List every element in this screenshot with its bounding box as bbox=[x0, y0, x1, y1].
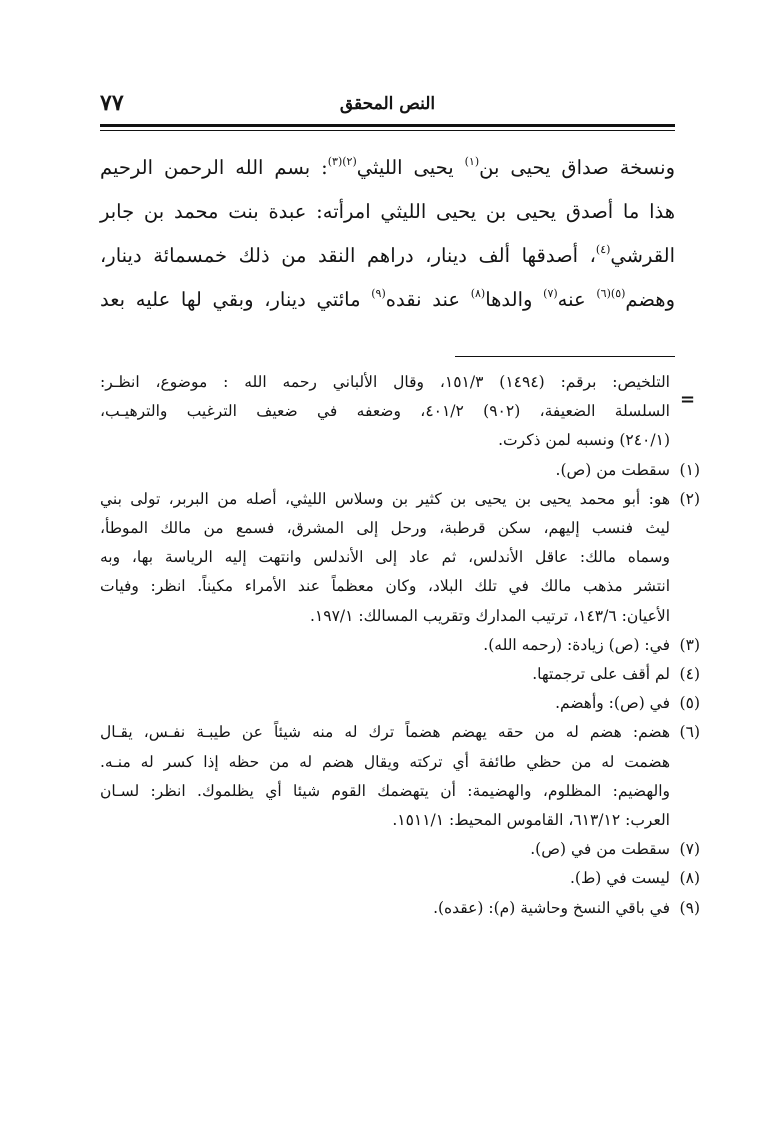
footnote-body bbox=[100, 689, 670, 718]
footnote bbox=[100, 485, 700, 631]
footnote bbox=[100, 864, 700, 893]
footnote-line: في (ص): وأهضم. bbox=[555, 694, 670, 713]
footnote-number: (٩) bbox=[679, 898, 700, 917]
footnote-number: (١) bbox=[679, 460, 700, 479]
footnote-line: وسماه مالك: عاقل الأندلس، ثم عاد إلى الأندلس وانتهت إليه الرياسة بها، وبه bbox=[100, 548, 670, 567]
footnote bbox=[100, 718, 700, 835]
footnote bbox=[100, 894, 700, 923]
footnote-separator bbox=[455, 356, 675, 357]
footnote-number: (٦) bbox=[679, 723, 700, 742]
footnote-number: (٥) bbox=[679, 694, 700, 713]
header-rule-thin bbox=[100, 130, 675, 131]
footnote-number: (٤) bbox=[679, 665, 700, 684]
footnote-line: الأعيان: ١٤٣/٦، ترتيب المدارك وتقريب المسالك: ١٩٧/١. bbox=[309, 606, 670, 625]
footnote-number bbox=[670, 368, 700, 456]
footnote bbox=[100, 835, 700, 864]
footnote-line: التلخيص: برقم: (١٤٩٤) ١٥١/٣، وقال الألباني رحمه الله : موضوع، انظـر: bbox=[100, 373, 670, 391]
footnotes bbox=[100, 368, 700, 923]
footnote bbox=[100, 631, 700, 660]
footnote-line: في باقي النسخ وحاشية (م): (عقده). bbox=[433, 898, 670, 917]
footnote-line: سقطت من (ص). bbox=[555, 460, 670, 479]
footnote-line: ليست في (ط). bbox=[570, 869, 670, 888]
footnote-body bbox=[100, 894, 670, 923]
continuation-mark: = bbox=[680, 389, 696, 410]
footnote-body bbox=[100, 368, 670, 456]
main-text-line: هذا ما أصدق يحيى بن يحيى الليثي امرأته: عبدة بنت محمد بن جابر bbox=[100, 200, 675, 223]
main-text-line: وهضم$^{(٥)(٦)}$ عنه$^{(٧)}$ والدها$^{(٨)}$ عند نقده$^{(٩)}$ مائتي دينار، وبقي لها عليه بعد bbox=[100, 287, 675, 311]
footnote-body bbox=[100, 718, 670, 835]
footnote-line: لم أقف على ترجمتها. bbox=[532, 665, 670, 684]
footnote-number: (٢) bbox=[679, 489, 700, 508]
footnote-number: (٣) bbox=[679, 635, 700, 654]
running-header bbox=[100, 88, 675, 122]
footnote-line: سقطت من في (ص). bbox=[530, 840, 670, 859]
page-number: ٧٧ bbox=[100, 90, 124, 116]
footnote-body bbox=[100, 631, 670, 660]
main-text-line: ونسخة صداق يحيى بن$^{(١)}$ يحيى الليثي$^{(٢)(٣)}$: بسم الله الرحمن الرحيم bbox=[100, 155, 675, 179]
footnote-line: السلسلة الضعيفة، (٩٠٢) ٤٠١/٢، وضعفه في ضعيف الترغيب والترهيـب، bbox=[100, 402, 670, 421]
footnote bbox=[100, 689, 700, 718]
footnote-line: في: (ص) زيادة: (رحمه الله). bbox=[483, 635, 670, 654]
footnote-number: (٨) bbox=[679, 869, 700, 888]
footnote-line: (٢٤٠/١) ونسبه لمن ذكرت. bbox=[498, 431, 670, 450]
footnote-body bbox=[100, 456, 670, 485]
footnote-line: هو: أبو محمد يحيى بن يحيى بن كثير بن وسلاس الليثي، أصله من البربر، تولى بني bbox=[100, 489, 670, 508]
footnote-line: العرب: ٦١٣/١٢، القاموس المحيط: ١٥١١/١. bbox=[392, 811, 670, 830]
footnote-number: (٧) bbox=[679, 840, 700, 859]
footnote-line: ليث فنسب إليهم، سكن قرطبة، ورحل إلى المشرق، فسمع من مالك الموطأ، bbox=[100, 519, 670, 538]
footnote-line: والهضيم: المظلوم، والهضيمة: أن يتهضمك القوم شيئا أي يظلموك. انظر: لسـان bbox=[100, 781, 670, 800]
header-rule-thick bbox=[100, 124, 675, 127]
footnote-body bbox=[100, 864, 670, 893]
main-text bbox=[100, 146, 675, 322]
footnote-line: هضمت له من حظي طائفة أي تركته ويقال هضم له من حظه إذا كسر له منـه. bbox=[100, 752, 670, 771]
footnote-line: هضم: هضم له من حقه يهضم هضماً ترك له منه شيئاً عن طيبـة نفـس، يقـال bbox=[100, 723, 670, 742]
footnote bbox=[100, 660, 700, 689]
main-text-line: القرشي$^{(٤)}$، أصدقها ألف دينار، دراهم النقد من ذلك خمسمائة دينار، bbox=[100, 243, 675, 267]
footnote bbox=[100, 368, 700, 456]
footnote-line: انتشر مذهب مالك في تلك البلاد، وكان معظماً عند الأمراء مكيناً. انظر: وفيات bbox=[100, 577, 670, 596]
running-title: النص المحقق bbox=[339, 94, 436, 114]
footnote-body bbox=[100, 660, 670, 689]
footnote-body bbox=[100, 835, 670, 864]
footnote bbox=[100, 456, 700, 485]
footnote-body bbox=[100, 485, 670, 631]
